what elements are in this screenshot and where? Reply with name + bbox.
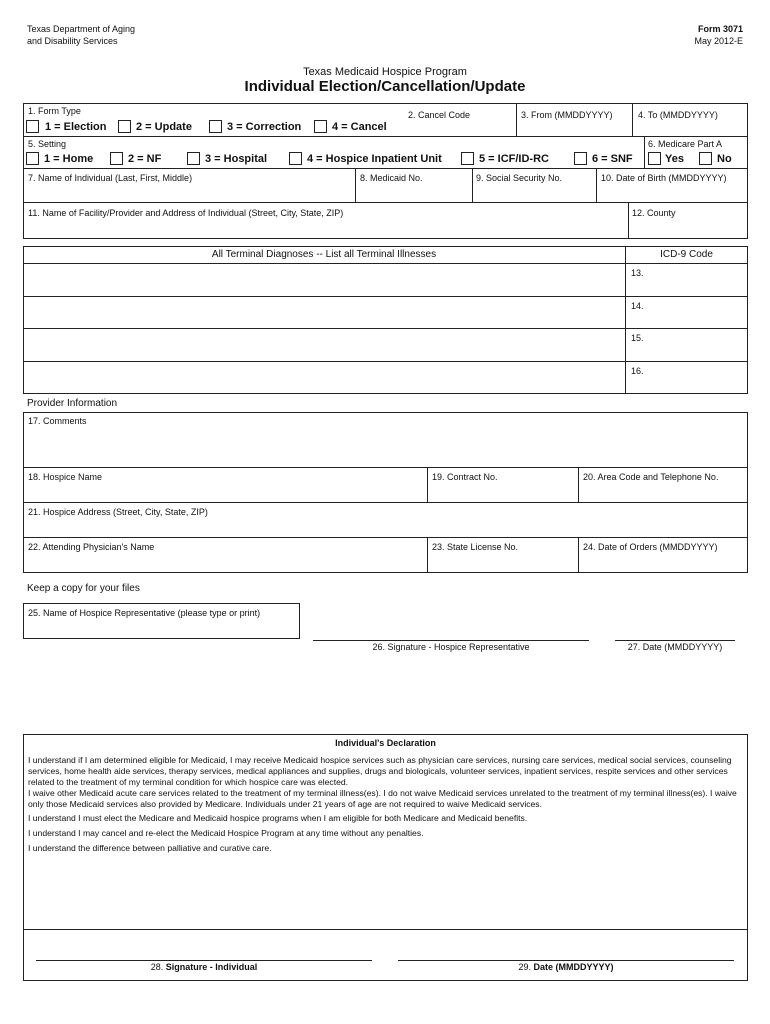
diagnosis-row-input[interactable] xyxy=(23,328,625,361)
hospice-date-line[interactable] xyxy=(615,640,735,641)
to-date-label: 4. To (MMDDYYYY) xyxy=(638,110,718,120)
state-license-label: 23. State License No. xyxy=(432,542,519,552)
declaration-paragraph: I understand if I am determined eligible for Medicaid, I may receive Medicaid hospice services such as physician care services, nursing care services, medical social services, counseling services, home health aide services, therapy services, medical appliances and supplies, drugs and biologicals, volunteer services, inpatient services, respite services and other services related to the treatment of my terminal condition for which hospice care was elected. xyxy=(28,755,732,787)
medicare-yes-checkbox[interactable] xyxy=(648,152,661,165)
keep-copy-note: Keep a copy for your files xyxy=(27,583,140,594)
hospice-signature-label: 26. Signature - Hospice Representative xyxy=(372,642,530,652)
cancel-code-label: 2. Cancel Code xyxy=(408,110,471,120)
county-label: 12. County xyxy=(632,208,676,218)
from-date-label: 3. From (MMDDYYYY) xyxy=(521,110,613,120)
date-of-birth-label: 10. Date of Birth (MMDDYYYY) xyxy=(601,173,727,183)
declaration-text xyxy=(28,755,740,854)
setting-home-checkbox[interactable] xyxy=(26,152,39,165)
icd-code-15-label: 15. xyxy=(631,333,644,343)
hospice-date-label: 27. Date (MMDDYYYY) xyxy=(627,642,723,652)
individual-date-text: Date (MMDDYYYY) xyxy=(533,962,614,972)
icd-code-14-label: 14. xyxy=(631,301,644,311)
program-name: Texas Medicaid Hospice Program xyxy=(303,66,467,78)
hospice-address-label: 21. Hospice Address (Street, City, State, ZIP) xyxy=(28,507,208,517)
setting-hospice-inpatient-label: 4 = Hospice Inpatient Unit xyxy=(307,153,442,165)
individual-signature-label xyxy=(36,962,372,972)
declaration-paragraph: I understand I may cancel and re-elect the Medicaid Hospice Program at any time without any penalties. xyxy=(28,828,424,838)
individual-signature-number: 28. xyxy=(150,962,164,972)
hospice-name-label: 18. Hospice Name xyxy=(28,472,103,482)
declaration-paragraph: I waive other Medicaid acute care services related to the treatment of my terminal illness(es). I do not waive Medicaid services unrelated to the treatment of my terminal illness(es). I waive only those Medicaid services also provided by Medicare. Individuals under 21 years of age are not required to waive Medicaid services. xyxy=(28,788,737,809)
medicare-no-checkbox[interactable] xyxy=(699,152,712,165)
facility-address-label: 11. Name of Facility/Provider and Address of Individual (Street, City, State, ZIP) xyxy=(28,208,344,218)
agency-name-line1: Texas Department of Aging xyxy=(27,24,136,34)
setting-snf-label: 6 = SNF xyxy=(592,153,633,165)
setting-snf-checkbox[interactable] xyxy=(574,152,587,165)
form-type-cancel-label: 4 = Cancel xyxy=(332,121,387,133)
telephone-label: 20. Area Code and Telephone No. xyxy=(583,472,719,482)
setting-home-label: 1 = Home xyxy=(44,153,94,165)
form-title: Individual Election/Cancellation/Update xyxy=(244,78,526,95)
hospice-representative-name-label: 25. Name of Hospice Representative (please type or print) xyxy=(28,608,261,618)
form-type-cancel-checkbox[interactable] xyxy=(314,120,327,133)
form-type-update-label: 2 = Update xyxy=(136,121,192,133)
setting-icf-checkbox[interactable] xyxy=(461,152,474,165)
ssn-label: 9. Social Security No. xyxy=(476,173,563,183)
provider-info-heading: Provider Information xyxy=(27,398,118,409)
individual-name-label: 7. Name of Individual (Last, First, Middle) xyxy=(28,173,193,183)
individual-date-number: 29. xyxy=(518,962,531,972)
diagnosis-row-input[interactable] xyxy=(23,263,625,296)
medicaid-number-label: 8. Medicaid No. xyxy=(360,173,423,183)
icd-code-header: ICD-9 Code xyxy=(660,249,713,260)
setting-hospital-checkbox[interactable] xyxy=(187,152,200,165)
contract-number-label: 19. Contract No. xyxy=(432,472,498,482)
form-type-label: 1. Form Type xyxy=(28,106,81,116)
diagnoses-header: All Terminal Diagnoses -- List all Terminal Illnesses xyxy=(211,249,437,260)
form-revision-date: May 2012-E xyxy=(694,36,743,46)
attending-physician-label: 22. Attending Physician's Name xyxy=(28,542,155,552)
setting-hospice-inpatient-checkbox[interactable] xyxy=(289,152,302,165)
setting-nf-checkbox[interactable] xyxy=(110,152,123,165)
form-number: Form 3071 xyxy=(697,24,743,34)
declaration-title: Individual's Declaration xyxy=(335,738,436,748)
individual-signature-line[interactable] xyxy=(36,960,372,961)
individual-date-label xyxy=(398,962,734,972)
icd-code-16-label: 16. xyxy=(631,366,644,376)
setting-hospital-label: 3 = Hospital xyxy=(205,153,268,165)
hospice-signature-line[interactable] xyxy=(313,640,589,641)
form-type-election-label: 1 = Election xyxy=(45,121,107,133)
medicare-part-a-label: 6. Medicare Part A xyxy=(648,139,723,149)
form-type-correction-checkbox[interactable] xyxy=(209,120,222,133)
medicare-no-label: No xyxy=(717,153,732,165)
setting-nf-label: 2 = NF xyxy=(128,153,162,165)
form-type-correction-label: 3 = Correction xyxy=(227,121,302,133)
setting-icf-label: 5 = ICF/ID-RC xyxy=(479,153,549,165)
individual-date-line[interactable] xyxy=(398,960,734,961)
date-of-orders-label: 24. Date of Orders (MMDDYYYY) xyxy=(583,542,718,552)
comments-label: 17. Comments xyxy=(28,416,87,426)
medicare-yes-label: Yes xyxy=(665,153,684,165)
agency-name-line2: and Disability Services xyxy=(27,36,118,46)
form-type-election-checkbox[interactable] xyxy=(26,120,39,133)
form-type-update-checkbox[interactable] xyxy=(118,120,131,133)
diagnosis-row-input[interactable] xyxy=(23,296,625,328)
setting-label: 5. Setting xyxy=(28,139,67,149)
declaration-paragraph: I understand the difference between palliative and curative care. xyxy=(28,843,272,853)
declaration-paragraph: I understand I must elect the Medicare and Medicaid hospice programs when I am eligible for both Medicare and Medicaid benefits. xyxy=(28,813,528,823)
icd-code-13-label: 13. xyxy=(631,268,644,278)
diagnosis-row-input[interactable] xyxy=(23,361,625,394)
individual-signature-text: Signature - Individual xyxy=(165,962,258,972)
